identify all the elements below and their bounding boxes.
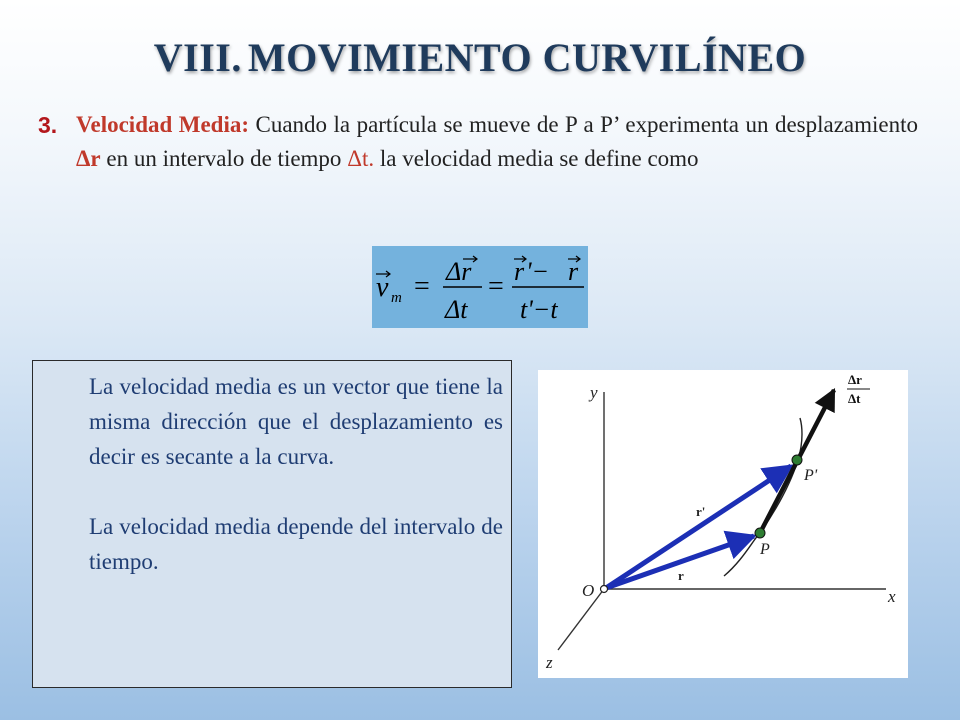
explanation-box xyxy=(32,360,512,688)
vector-r-prime-label: r' xyxy=(696,504,706,519)
formula-v: v xyxy=(376,272,389,303)
origin-point xyxy=(601,586,608,593)
point-p-marker xyxy=(755,528,765,538)
y-axis-label: y xyxy=(590,383,598,402)
curvilinear-motion-diagram xyxy=(538,370,908,678)
origin-label: O xyxy=(582,581,595,600)
ratio-denominator: Δt xyxy=(848,391,861,406)
title-numeral: VIII. xyxy=(153,35,242,80)
formula-equals-2: = xyxy=(488,271,504,302)
formula-svg xyxy=(372,246,588,328)
mean-velocity-formula xyxy=(372,246,588,328)
point-p-prime-marker xyxy=(792,455,802,465)
formula-v-subscript: m xyxy=(391,290,402,306)
vector-r-label: r xyxy=(678,568,684,583)
point-text-1: Cuando la partícula se mueve de P a P’ experimenta un desplazamiento xyxy=(249,112,918,137)
formula-frac2-den: t'−t xyxy=(520,295,558,324)
formula-frac2-r-prime: r xyxy=(514,257,525,286)
point-p-prime-label: P' xyxy=(804,467,818,484)
delta-r-symbol: Δr xyxy=(76,146,101,171)
formula-frac2-minus: '− xyxy=(526,257,550,286)
point-text-3: la velocidad media se define como xyxy=(374,146,699,171)
formula-frac2-r: r xyxy=(568,257,579,286)
title-text: MOVIMIENTO CURVILÍNEO xyxy=(247,35,807,80)
point-paragraph xyxy=(76,108,918,176)
point-lead: Velocidad Media: xyxy=(76,112,250,137)
x-axis-label: x xyxy=(888,587,896,606)
point-p-label: P xyxy=(760,541,770,558)
slide-title xyxy=(0,34,960,81)
diagram-svg xyxy=(538,370,908,678)
note-paragraph-interval: La velocidad media depende del intervalo de tiempo. xyxy=(89,514,503,574)
formula-frac1-num: Δr xyxy=(446,257,472,286)
point-text-2: en un intervalo de tiempo xyxy=(100,146,348,171)
ratio-numerator: Δr xyxy=(848,372,862,387)
z-axis xyxy=(558,589,604,650)
note-paragraph-direction: La velocidad media es un vector que tiene la misma dirección que el desplazamiento es decir es secante a la curva. xyxy=(89,374,503,469)
formula-frac1-den: Δt xyxy=(445,295,468,324)
point-number: 3. xyxy=(38,112,58,138)
z-axis-label: z xyxy=(546,653,553,672)
point-velocidad-media xyxy=(38,108,918,176)
delta-t-symbol: Δt. xyxy=(347,146,375,171)
formula-equals-1: = xyxy=(414,271,430,302)
